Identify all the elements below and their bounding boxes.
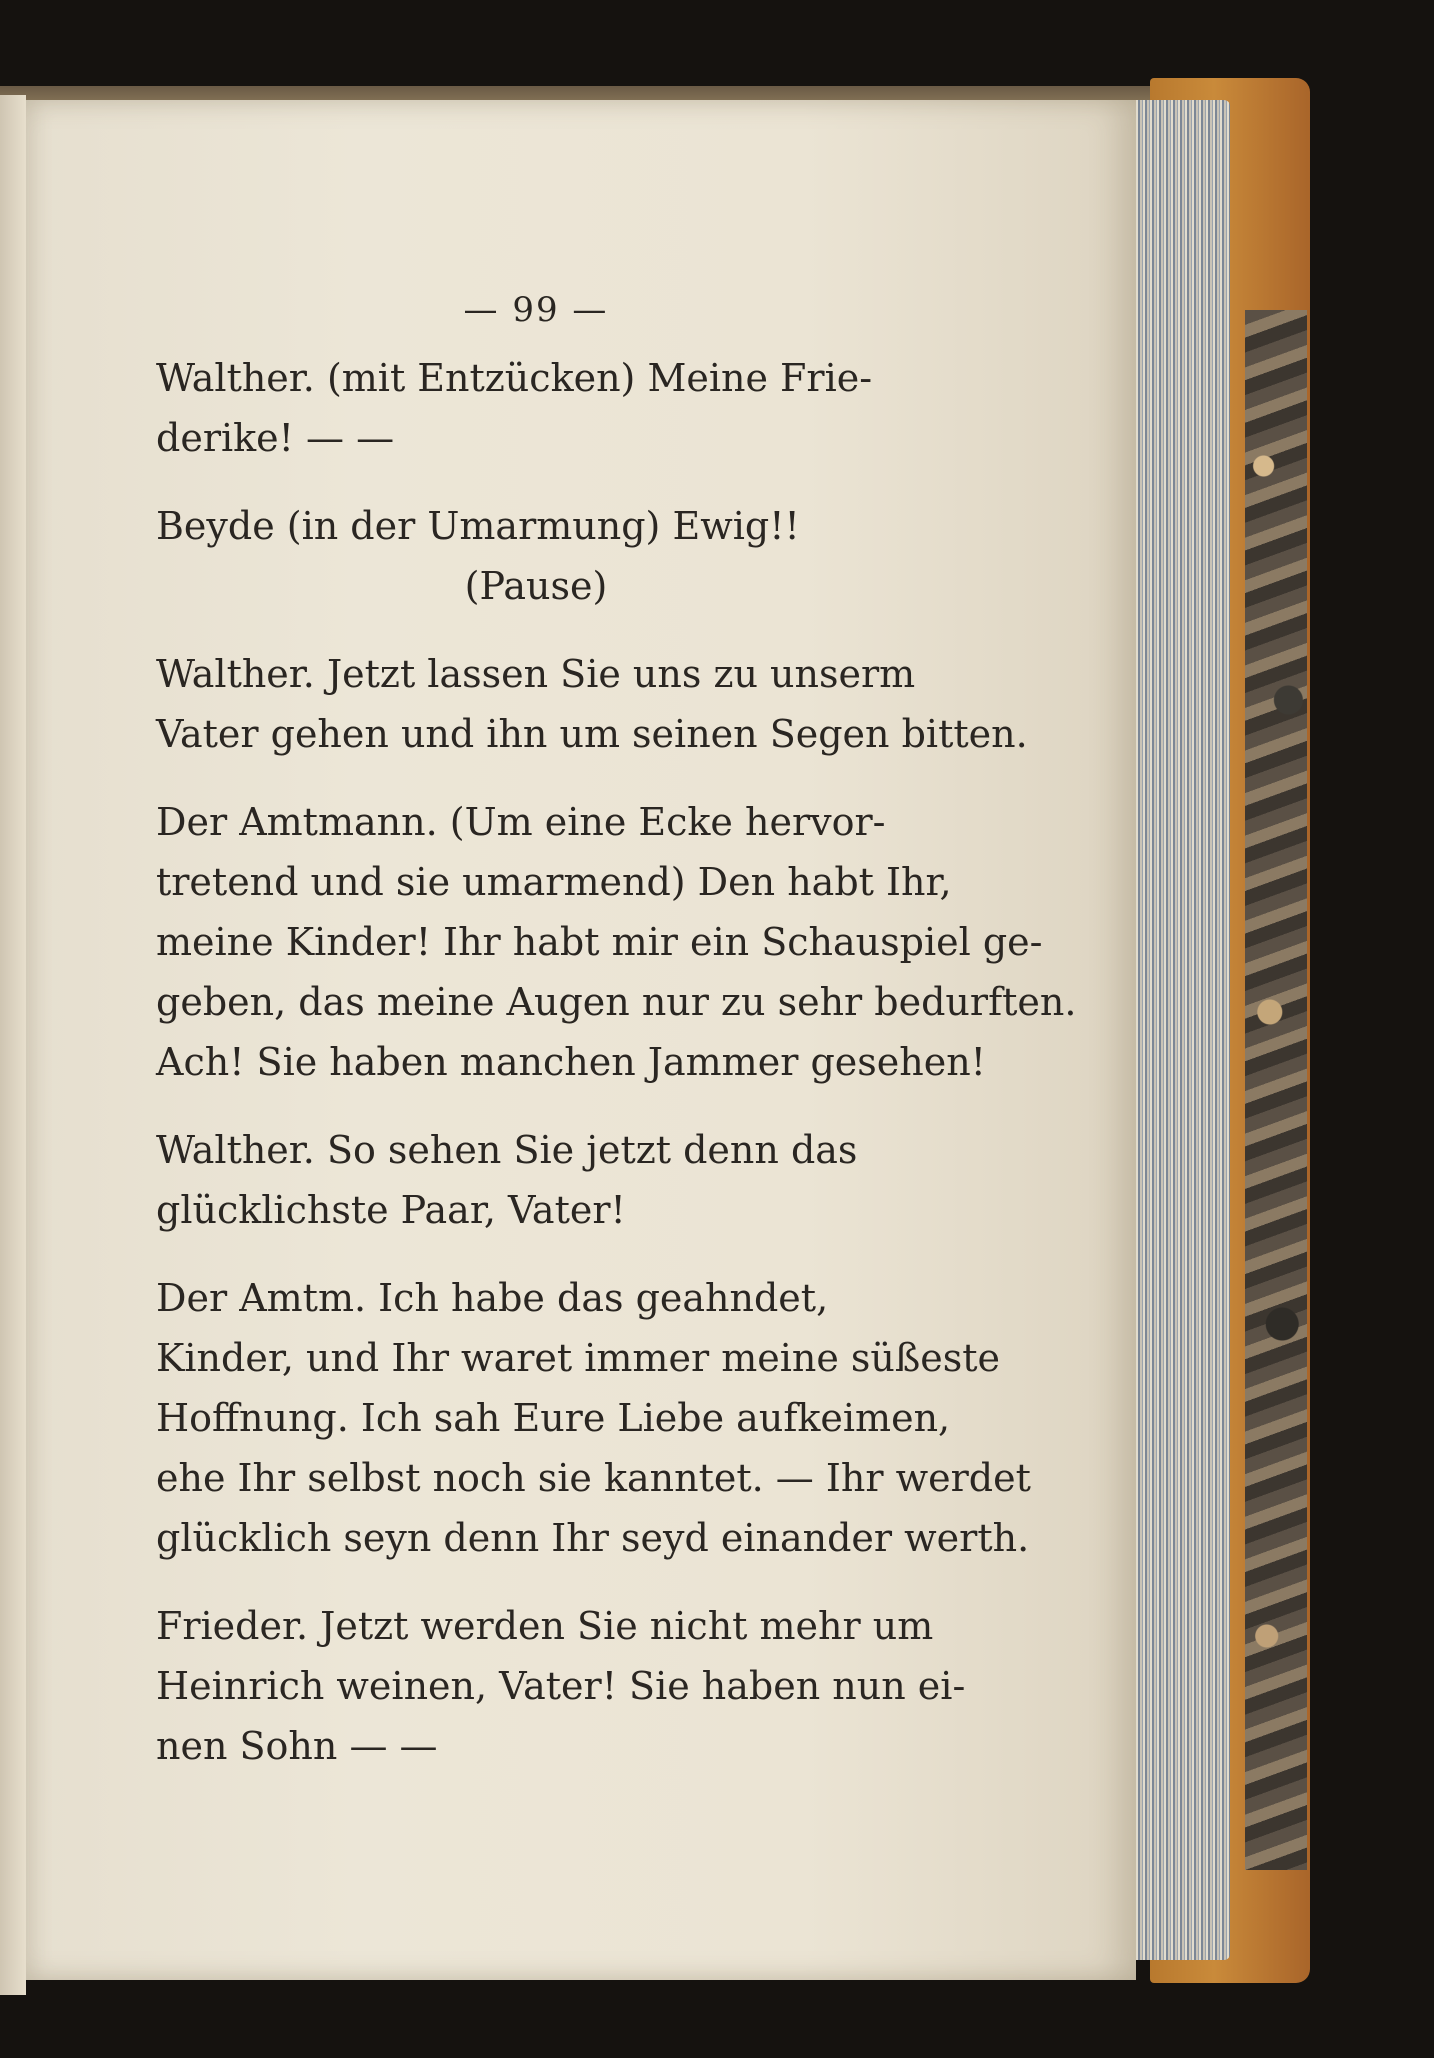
page-number: — 99 — bbox=[463, 290, 609, 330]
text-line: Frieder. Jetzt werden Sie nicht mehr um bbox=[156, 1604, 934, 1648]
text-line: Heinrich weinen, Vater! Sie haben nun ei- bbox=[156, 1664, 966, 1708]
page-text bbox=[156, 280, 1077, 1804]
text-line: Vater gehen und ihn um seinen Segen bitten. bbox=[156, 712, 1028, 756]
text-line: Der Amtmann. (Um eine Ecke hervor- bbox=[156, 800, 886, 844]
text-line: Der Amtm. Ich habe das geahndet, bbox=[156, 1276, 829, 1320]
text-line: Beyde (in der Umarmung) Ewig!! bbox=[156, 504, 800, 548]
text-line: Walther. So sehen Sie jetzt denn das bbox=[156, 1128, 858, 1172]
speech-beyde bbox=[156, 496, 916, 616]
stage-direction: (Pause) bbox=[464, 564, 608, 608]
text-line: glücklichste Paar, Vater! bbox=[156, 1188, 626, 1232]
book-page bbox=[26, 100, 1136, 1980]
speech-walther-2 bbox=[156, 644, 1028, 764]
text-line: Hoffnung. Ich sah Eure Liebe aufkeimen, bbox=[156, 1396, 951, 1440]
text-line: tretend und sie umarmend) Den habt Ihr, bbox=[156, 860, 952, 904]
text-line: geben, das meine Augen nur zu sehr bedurften. bbox=[156, 980, 1077, 1024]
speech-amtmann-1 bbox=[156, 792, 1077, 1092]
text-line: Walther. (mit Entzücken) Meine Frie- bbox=[156, 356, 873, 400]
text-line: glücklich seyn denn Ihr seyd einander werth. bbox=[156, 1516, 1030, 1560]
text-line: ehe Ihr selbst noch sie kanntet. — Ihr werdet bbox=[156, 1456, 1031, 1500]
text-line: nen Sohn — — bbox=[156, 1724, 438, 1768]
text-line: Kinder, und Ihr waret immer meine süßeste bbox=[156, 1336, 1001, 1380]
marbled-spine bbox=[1245, 310, 1307, 1870]
speech-walther-3 bbox=[156, 1120, 916, 1240]
text-line: Walther. Jetzt lassen Sie uns zu unserm bbox=[156, 652, 916, 696]
left-page-edge bbox=[0, 95, 26, 1995]
speech-amtmann-2 bbox=[156, 1268, 1031, 1568]
speech-frieder bbox=[156, 1596, 966, 1776]
text-line: Ach! Sie haben manchen Jammer gesehen! bbox=[156, 1040, 986, 1084]
text-line: meine Kinder! Ihr habt mir ein Schauspiel ge- bbox=[156, 920, 1043, 964]
speech-walther-1 bbox=[156, 348, 916, 468]
text-line: derike! — — bbox=[156, 416, 395, 460]
